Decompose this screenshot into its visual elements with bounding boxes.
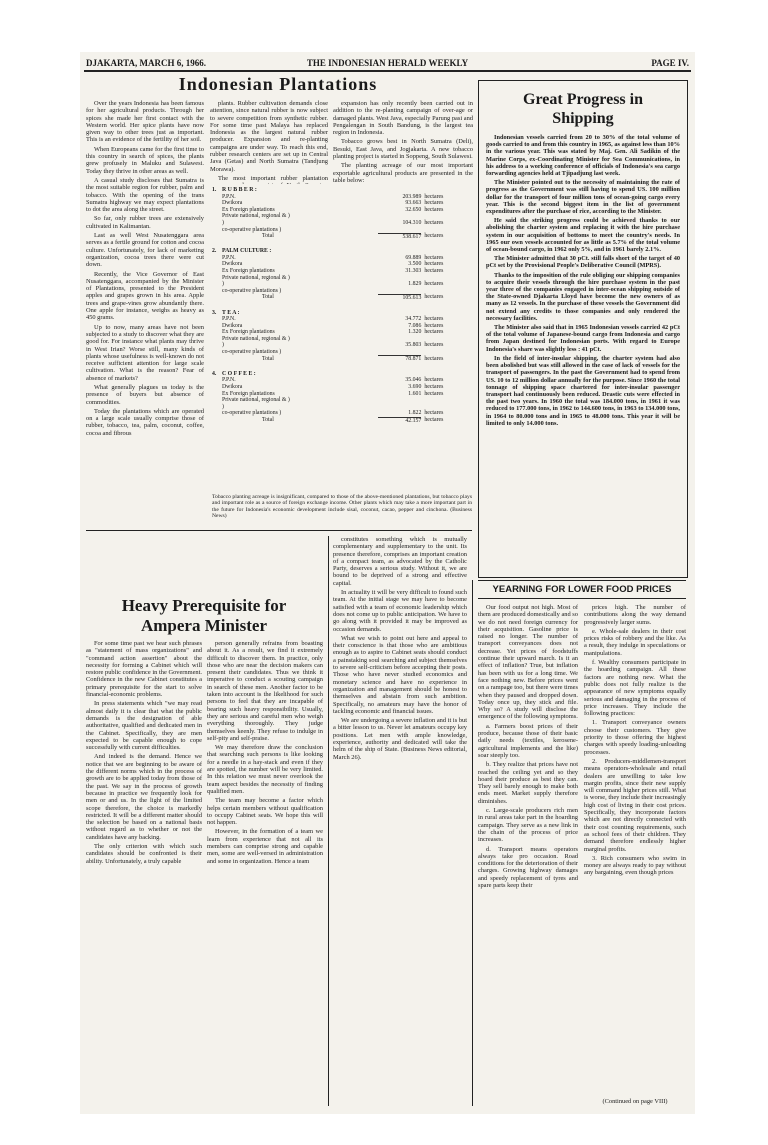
heavy-title-line-1: Heavy Prerequisite for xyxy=(121,596,287,615)
paragraph: A casual study discloses that Sumatra is the most suitable region for rubber, palm and tobacco. With the opening of the trans Sumatra highway we may expect plantations to dot the area along the street. xyxy=(86,176,204,214)
row-value xyxy=(378,404,421,411)
table-row xyxy=(212,213,472,220)
section-name: T E A : xyxy=(222,309,240,316)
row-value xyxy=(378,275,421,282)
table-row xyxy=(212,329,472,336)
total-unit: hectares xyxy=(424,233,444,240)
section-name: C O F F E E : xyxy=(222,370,256,377)
row-value xyxy=(378,397,421,404)
paragraph: However, in the formation of a team we learn from experience that not all its members can comprise strong and capable men, some are well-versed in administration and some in organization. Hence a team xyxy=(207,828,323,865)
paragraph: constitutes something which is mutually complementary and supplementary to the unit. Its presence therefore, comprises an important creation of a compact team, as advocated by the Catholic Party, deserves a serious study. Without it, we are bound to be deprived of a strong and effective capital. xyxy=(333,536,467,587)
table-row xyxy=(212,275,472,282)
row-unit xyxy=(421,227,472,234)
paragraph: When Europeans came for the first time to this country in search of spices, the plants grew profusely in Maluku and Sulawesi. Today they thrive in other areas as well. xyxy=(86,145,204,175)
total-label: Total xyxy=(262,294,274,301)
row-unit: hectares xyxy=(424,342,444,349)
row-label: co-operative plantations ) xyxy=(222,410,282,417)
total-value: 538.617 xyxy=(378,233,421,240)
row-value: 34.772 xyxy=(405,316,422,323)
paragraph: The only criterion with which such candidates should be confronted is their ability. Unfortunately, a truly capable xyxy=(86,843,202,865)
row-value: 69.889 xyxy=(405,254,422,261)
row-unit xyxy=(421,275,472,282)
row-unit: hectares xyxy=(424,268,444,275)
total-unit: hectares xyxy=(424,355,444,362)
paragraph: Thanks to the imposition of the rule obliging our shipping companies to acquire their vessels through the hire purchase system in the past year three of the companies engaged in inter-ocean shipping outside of the State-owned Djakarta Lloyd have become the new owners of as many as 12 vessels. In the purchase of these vessels the Government did not extend any credits to those companies and only rendered the necessary facilities. xyxy=(486,271,680,322)
heavy-column-3 xyxy=(333,536,467,1106)
row-label: Ex Foreign plantations xyxy=(222,206,275,213)
table-section-row xyxy=(212,310,472,317)
paragraph: The most important rubber plantation xyxy=(218,174,328,182)
row-unit: hectares xyxy=(424,281,444,288)
row-unit: hectares xyxy=(424,410,444,417)
total-label: Total xyxy=(262,355,274,362)
row-label: Ex Foreign plantations xyxy=(222,268,275,275)
row-value: 32.650 xyxy=(405,206,422,213)
heavy-column-2 xyxy=(207,640,323,1106)
row-label: P.P.N. xyxy=(222,193,236,200)
total-label: Total xyxy=(262,233,274,240)
row-label: co-operative plantations ) xyxy=(222,287,282,294)
paragraph: The planting acreage of our most important exportable agricultural products are presented in the table below: xyxy=(333,162,473,184)
paragraph: Last as well West Nusatenggara area serves as a fertile ground for cotton and cocoa culture. Unfortunately, for lack of marketing organization, cocoa trees there were cut down. xyxy=(86,232,204,269)
header-masthead: THE INDONESIAN HERALD WEEKLY xyxy=(306,58,469,68)
row-value: 7.086 xyxy=(408,322,422,329)
row-label: ) xyxy=(222,281,224,288)
row-label: Private national, regional & ) xyxy=(222,397,290,404)
row-label: Dwikora xyxy=(222,261,243,268)
heavy-column-1 xyxy=(86,640,202,1106)
shipping-title-line-2: Shipping xyxy=(552,110,614,127)
table-total-row xyxy=(212,417,472,424)
paragraph: 2. Producers-middlemen-transport means operators-wholesale and retail dealers are unwilling to take low margin profits, since their new supply will command higher prices still. What is worse, they include their increasingly high cost of living in their cost prices. Specifically, they incorporate factors which are not directly connected with their cost counting requirements, such as school fees of their children. They demand therefore endlessly higher marginal profits. xyxy=(584,757,686,853)
paragraph: Today the plantations which are operated on a large scale usually comprise those of rubber, tobacco, tea, palm, coconut, coffee, cocoa and fibrous xyxy=(86,407,204,437)
page-header xyxy=(86,58,689,70)
shipping-title xyxy=(482,90,684,128)
paragraph: The Minister admitted that 30 pCt. still falls short of the target of 40 pCt set by the Provisional People's Deliberative Council (MPRS). xyxy=(486,255,680,270)
row-value: 203.989 xyxy=(402,193,422,200)
shipping-title-line-1: Great Progress in xyxy=(523,91,643,108)
paragraph: d. Transport means operators always take pro occasion. Road conditions for the deterioration of their charges. Growing highway damages and speedy replacement of tyres and spare parts keep their xyxy=(478,845,578,889)
section-divider xyxy=(86,530,472,531)
row-value: 1.829 xyxy=(408,281,422,288)
row-unit: hectares xyxy=(424,193,444,200)
paragraph: e. Whole-sale dealers in their cost prices risks of robbery and the like. As a result, they indulge in speculations or manipulations. xyxy=(584,627,686,657)
table-row xyxy=(212,397,472,404)
total-unit: hectares xyxy=(424,294,444,301)
table-row xyxy=(212,255,472,262)
section-number: 1. xyxy=(212,187,217,193)
table-section-row xyxy=(212,248,472,255)
paragraph: In actuality it will be very difficult to found such team. At the initial stage we may have to become satisfied with a team of economic leadership which does not come up to public anticipation. We have to go along with it provided it may be improved as occasion demands. xyxy=(333,589,467,633)
row-unit: hectares xyxy=(424,261,444,268)
total-unit: hectares xyxy=(424,417,444,424)
row-value: 1.822 xyxy=(408,410,422,417)
yearning-column-2 xyxy=(584,604,686,1098)
row-label: co-operative plantations ) xyxy=(222,226,282,233)
paragraph: We are undergoing a severe inflation and it is but a bitter lesson to us. Never let amateurs occupy key positions. Let men with ample knowledge, experience, authority and dedicated will take the helm of the ship of State. (Business News editorial, March 26). xyxy=(333,717,467,761)
paragraph: He said the striking progress could be achieved thanks to our abolishing the charter system and replacing it with the hire purchase system in our acquisition of bottoms to meet the country's needs. In 1965 our own vessels accounted for as little as 5.7% of the total volume of ocean-bound cargo, in 1962 only 5%, and in 1961 barely 2.1%. xyxy=(486,217,680,254)
row-label: Private national, regional & ) xyxy=(222,274,290,281)
table-row xyxy=(212,410,472,417)
shipping-article-body xyxy=(486,134,680,572)
paragraph: Indonesian vessels carried from 20 to 30% of the total volume of goods carried to and from this country in 1965, as against less than 10% in the various year. This was stated by Maj. Gen. Ali Sadikin of the Marine Corps, ex-Coordinating Minister for Sea Communications, in his address to a working conference of officials of Indonesia's sea cargo forwarding agencies held at Tjipadjung last week. xyxy=(486,134,680,178)
row-label: ) xyxy=(222,403,224,410)
plantations-column-2 xyxy=(210,100,328,184)
paragraph: The team may become a factor which helps certain members without qualification to occupy Cabinet seats. We hope this will not happen. xyxy=(207,797,323,827)
paragraph: In the field of inter-insular shipping, the charter system had also been abolished but was still allowed in the case of lack of vessels for the transport of passengers. In the past the Government had to spend from US. 10 to 12 million dollar annually for the purpose. Since 1960 the total tonnage of shipping space chartered for inter-insular passenger transport had continuously been reduced. Drastic cuts were effected in the past two years. In 1960 the total was 184.000 tons, in 1961 it was reduced to 177.000 tons, in 1962 to 144.600 tons, in 1963 to 134.000 tons, in 1964 to 80.000 tons and in 1965 to 48.000 tons. This year it will be limited to only 14.000 tons. xyxy=(486,354,680,427)
paragraph: Up to now, many areas have not been subjected to a study to discover what they are good for. For instance what plants may thrive in West Irian? Worse still, many kinds of plants whose usefulness is well-known do not receive sufficient attention for large scale cultivation. What is the reason? Fear of absence of markets? xyxy=(86,323,204,382)
table-row xyxy=(212,194,472,201)
section-name: R U B B E R : xyxy=(222,187,257,193)
paragraph: Over the years Indonesia has been famous for her agricultural products. Through her spices she made her first contact with the Western world. Her spice plants have now given way to other trees just as important. This is an evidence of the fertility of her soil. xyxy=(86,100,204,144)
row-unit: hectares xyxy=(424,316,444,323)
plantations-column-3 xyxy=(333,100,473,184)
row-unit: hectares xyxy=(424,390,444,397)
row-value: 3.690 xyxy=(408,383,422,390)
table-section-row xyxy=(212,371,472,378)
table-row xyxy=(212,227,472,234)
table-row xyxy=(212,200,472,207)
row-unit: hectares xyxy=(424,322,444,329)
table-row xyxy=(212,261,472,268)
table-section-row xyxy=(212,187,472,194)
row-label: P.P.N. xyxy=(222,377,236,384)
table-row xyxy=(212,268,472,275)
paragraph: prices high. The number of contributions along the way demand progressively larger sums. xyxy=(584,604,686,626)
row-value xyxy=(378,349,421,356)
row-unit xyxy=(421,336,472,343)
row-label: Dwikora xyxy=(222,383,243,390)
row-value: 35.803 xyxy=(405,342,422,349)
yearning-column-1 xyxy=(478,604,578,1106)
column-rule xyxy=(472,580,473,1106)
row-label: Ex Foreign plantations xyxy=(222,390,275,397)
paragraph: Tobacco grows best in North Sumatra (Deli), Besuki, East Java, and Jogjakarta. A new tobacco planting project is started in Soppeng, South Sulawesi. xyxy=(333,138,473,161)
continued-note: (Continued on page VIII) xyxy=(602,1098,668,1105)
plantations-title: Indonesian Plantations xyxy=(178,74,378,94)
row-value: 104.310 xyxy=(402,219,422,226)
paragraph: The Minister pointed out to the necessity of maintaining the rate of progress as the Government was still having to spend US. 100 million dollar for the transport of four million tons of ocean-going cargo every year. This is the second biggest item in the list of government expenditures after the purchase of rice, according to the Minister. xyxy=(486,179,680,216)
paragraph: The Minister also said that in 1965 Indonesian vessels carried 42 pCt of the total volume of Japanese-bound cargo from Indonesia and cargo from Japan destined for Indonesian ports. With regard to Europe Indonesia's share was slightly less : 41 pCt. xyxy=(486,324,680,353)
section-name: PALM CULTURE : xyxy=(222,248,272,255)
row-label: Dwikora xyxy=(222,200,243,207)
paragraph: What we wish to point out here and appeal to their conscience is that those who are ambitious enough as to aspire to Cabinet seats should conduct a painstaking soul searching and subject themselves to severe self-criticism before accepting their posts. Those who have never studied economics and monetary science and have no experience in organization and management should be honest to themselves and abstain from such ambition. Specifically, no amateurs may have the honor of tackling economic and financial issues. xyxy=(333,634,467,715)
row-value: 31.303 xyxy=(405,268,422,275)
table-row xyxy=(212,281,472,288)
plantations-column-1 xyxy=(86,100,204,524)
row-unit: hectares xyxy=(424,377,444,384)
yearning-title-rule xyxy=(478,598,686,599)
section-number: 2. xyxy=(212,248,217,255)
row-value xyxy=(378,227,421,234)
row-unit: hectares xyxy=(424,200,444,207)
total-label: Total xyxy=(262,417,274,424)
table-total-row xyxy=(212,233,472,240)
row-label: Ex Foreign plantations xyxy=(222,329,275,336)
row-label: Private national, regional & ) xyxy=(222,213,290,220)
heavy-title-line-2: Ampera Minister xyxy=(140,616,268,635)
row-value: 93.663 xyxy=(405,200,422,207)
table-row xyxy=(212,220,472,227)
row-unit xyxy=(421,397,472,404)
row-label: Dwikora xyxy=(222,322,243,329)
paragraph: In press statements which "we may read almost daily it is clear that what the public demands is the designation of able authoritative, qualified and dedicated men in the Cabinet. Specifically, they are men expected to be capable enough to cope successfully with current difficulties. xyxy=(86,700,202,752)
paragraph: expansion has only recently been carried out in addition to the re-planting campaign of over-age or damaged plants. West Java, especially Parung pasi and Pengalengan in South Bandung, is the largest tea region in Indonesia. xyxy=(333,100,473,137)
table-row xyxy=(212,377,472,384)
row-label: P.P.N. xyxy=(222,254,236,261)
paragraph: 1. Transport conveyance owners choose their customers. They give priority to those offering the highest charges with speedy loading-unloading processes. xyxy=(584,719,686,756)
column-rule xyxy=(328,536,329,1106)
heavy-title xyxy=(86,596,322,636)
paragraph: b. They realize that prices have not reached the ceiling yet and so they hoard their produce as best they can. They sell barely enough to make both ends meet. Market supply therefore diminishes. xyxy=(478,761,578,805)
row-value: 1.601 xyxy=(408,390,422,397)
row-value xyxy=(378,213,421,220)
paragraph: c. Large-scale producers rich men in rural areas take part in the hoarding campaign. They serve as a new link in the chain of the process of price increases. xyxy=(478,807,578,844)
paragraph: And indeed is the demand. Hence we notice that we are beginning to be aware of the different norms which in the process of growth are to be applied today from those of the past. We say in the process of growth because in practice we frequently look for men or and us. In the light of the limited scope therefore, the choice is markedly restricted. It will be a different matter should the selection be based on a national basis without regard as to whether or not the candidates have any backing. xyxy=(86,753,202,841)
yearning-title: YEARNING FOR LOWER FOOD PRICES xyxy=(492,584,672,595)
row-value: 3.500 xyxy=(408,261,422,268)
paragraph: 3. Rich consumers who swim in money are always ready to pay without any bargaining, even though prices xyxy=(584,854,686,877)
row-label: co-operative plantations ) xyxy=(222,349,282,356)
table-row xyxy=(212,349,472,356)
row-unit xyxy=(421,404,472,411)
header-rule xyxy=(84,70,691,72)
yearning-top-rule xyxy=(478,580,686,581)
table-row xyxy=(212,323,472,330)
row-unit xyxy=(421,349,472,356)
total-value: 78.871 xyxy=(378,356,421,363)
table-total-row xyxy=(212,356,472,363)
row-unit: hectares xyxy=(424,383,444,390)
paragraph: For some time past we hear such phrases as "statement of mass organizations" and "command action assertion" about the necessity for forming a Cabinet which will restore public confidence in the Government. Confidence in the new Cabinet constitutes a primary prerequisite for the start to solve financial-economic problems. xyxy=(86,640,202,699)
plantation-acreage-table xyxy=(212,187,472,491)
header-date: DJAKARTA, MARCH 6, 1966. xyxy=(86,58,207,68)
row-unit xyxy=(421,213,472,220)
paragraph: What generally plagues us today is the presence of buyers but absence of commodities. xyxy=(86,383,204,406)
section-number: 3. xyxy=(212,309,217,316)
row-value: 1.320 xyxy=(408,329,422,336)
paragraph: We may therefore draw the conclusion that searching such persons is like looking for a needle in a hay-stack and even if they are spotted, the number will be very limited. In this relation we must never overlook the team aspect besides the necessity of finding qualified men. xyxy=(207,744,323,795)
paragraph: f. Wealthy consumers participate in the hoarding campaign. All these factors are nothing new. What the public does not fully realize is the appearance of new symptoms equally serious and damaging in the process of price increases. They include the following practices: xyxy=(584,659,686,718)
table-row xyxy=(212,384,472,391)
row-label: ) xyxy=(222,219,224,226)
row-unit: hectares xyxy=(424,219,444,226)
table-row xyxy=(212,288,472,295)
row-label: P.P.N. xyxy=(222,316,236,323)
row-label: Private national, regional & ) xyxy=(222,335,290,342)
paragraph: Our food output not high. Most of them are produced domestically and so we do not need foreign currency for their acquisition. Gasoline price is raised no longer. The number of transport conveyances does not decrease. Yet prices of foodstuffs continue their upward march. Is it an effect of inflation? True, but inflation has been with us for a long time. We face nothing new. Before prices went on a rampage too, but there were times when they paused and dropped down. Today once up, they stick and file. Why so? A study will disclose the emergence of the following symptoms. xyxy=(478,604,578,721)
row-value xyxy=(378,336,421,343)
row-value xyxy=(378,288,421,295)
total-value: 42.157 xyxy=(378,417,421,424)
paragraph: a. Farmers boost prices of their produce, because those of their basic daily needs (textiles, kerosene-agricultural implements and the like) soar steeply too. xyxy=(478,722,578,759)
table-row xyxy=(212,336,472,343)
table-total-row xyxy=(212,294,472,301)
paragraph: Recently, the Vice Governor of East Nusatenggara, accompanied by the Minister of Plantations, presented to the President apples and grapes grown in his area. Apple trees and grape-vines grow abundantly there. One apple for instance, weighs as heavy as 450 grams. xyxy=(86,270,204,322)
header-page-number: PAGE IV. xyxy=(651,58,689,68)
plantations-footnote: Tobacco planting acreage is insignificant, compared to those of the above-mentioned plantations, but tobacco plays and important role as a source of foreign exchange income. Other plants which may take a more important part in the future for Indonesia's economic development include sisal, coconut, cacao, pepper and cinchona. (Business News) xyxy=(212,494,472,520)
paragraph: plants. Rubber cultivation demands close attention, since natural rubber is now subject to severe competition from synthetic rubber. For some time past Malaya has replaced Indonesia as the largest natural rubber producer. Expansion and re-planting campaigns are under way. To reach this end, rubber research centers are set up in Central Java (Getas) and North Sumatra (Tandjung Morawa). xyxy=(210,100,328,173)
table-row xyxy=(212,316,472,323)
row-label: ) xyxy=(222,342,224,349)
total-value: 105.613 xyxy=(378,294,421,301)
row-unit: hectares xyxy=(424,329,444,336)
section-number: 4. xyxy=(212,370,217,377)
row-unit xyxy=(421,288,472,295)
paragraph: person generally refrains from boasting about it. As a result, we find it extremely difficult to discover them. In practice, only those who are near the decision makers can present their candidates. Thus we think it imperative to conduct a scouting campaign in search of these men. Another factor to be taken into account is the likelihood for such persons to feel that they are incapable of bearing such heavy responsibility. Usually, they are serious and careful men who weigh everything thoroughly. They judge themselves keenly. They refuse to indulge in self-pity and self-praise. xyxy=(207,640,323,742)
row-unit: hectares xyxy=(424,254,444,261)
row-value: 35.046 xyxy=(405,377,422,384)
paragraph: So far, only rubber trees are extensively cultivated in Kalimantan. xyxy=(86,215,204,230)
row-unit: hectares xyxy=(424,206,444,213)
